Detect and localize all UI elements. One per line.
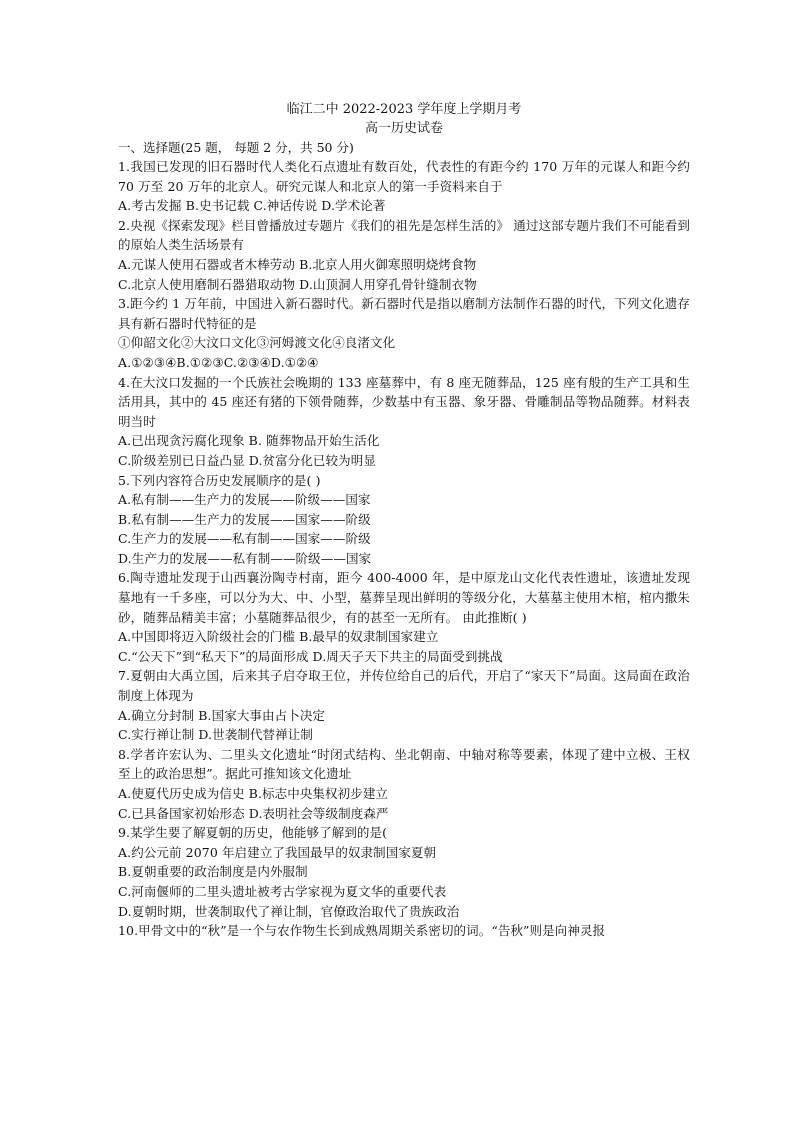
question-9: [118, 823, 690, 921]
question-stem: 9.某学生要了解夏朝的历史，他能够了解到的是(: [118, 825, 388, 841]
question-option-c: C.河南偃师的二里头遗址被考古学家视为夏文华的重要代表: [118, 883, 447, 899]
section-heading: 一、选择题(25 题， 每题 2 分，共 50 分): [118, 140, 354, 155]
question-options: C.“公天下”到“私天下”的局面形成 D.周天子天下共主的局面受到挑战: [118, 648, 503, 664]
exam-title: 临江二中 2022-2023 学年度上学期月考: [286, 102, 522, 117]
question-10: [118, 921, 690, 941]
question-6: [118, 568, 690, 666]
question-option-a: A.私有制——生产力的发展——阶级——国家: [118, 492, 371, 508]
question-option-c: C.生产力的发展——私有制——国家——阶级: [118, 531, 371, 547]
question-stem: 2.央视《探索发现》栏目曾播放过专题片《我们的祖先是怎样生活的》 通过这部专题片我们不可能看到的原始人类生活场景有: [118, 217, 690, 253]
question-options: C.阶级差别已日益凸显 D.贫富分化已较为明显: [118, 452, 376, 468]
question-option-d: D.夏朝时期，世袭制取代了禅让制，官僚政治取代了贵族政治: [118, 903, 460, 919]
exam-subtitle: 高一历史试卷: [364, 121, 443, 136]
question-option-a: A.约公元前 2070 年启建立了我国最早的奴隶制国家夏朝: [118, 844, 437, 860]
question-stem: 8.学者许宏认为、二里头文化遗址“时闭式结构、坐北朝南、中轴对称等要素，体现了建中立极、王权至上的政治思想”。据此可推知该文化遗址: [118, 746, 690, 782]
question-1: [118, 157, 695, 216]
question-stem: 6.陶寺遗址发现于山西襄汾陶寺村南，距今 400-4000 年，是中原龙山文化代表性遗址，该遗址发现墓地有一千多座，可以分为大、中、小型，墓葬呈现出鲜明的等级分化，大墓墓主使用木棺，棺内撒朱砂，随葬品精美丰富；小墓随葬品很少，有的甚至一无所有。 由此推断( ): [118, 570, 690, 625]
question-4: [118, 373, 690, 471]
question-stem: 7.夏朝由大禹立国，后来其子启夺取王位，并传位给自己的后代，开启了“家天下”局面。这局面在政治制度上体现为: [118, 668, 690, 704]
question-8: [118, 745, 690, 823]
question-material: ①仰韶文化②大汶口文化③河姆渡文化④良渚文化: [118, 335, 396, 351]
question-stem: 10.甲骨文中的“秋”是一个与农作物生长到成熟周期关系密切的词。“告秋”则是向神灵报: [118, 923, 606, 939]
question-options: A.确立分封制 B.国家大事由占卜决定: [118, 707, 326, 723]
question-option-d: D.生产力的发展——私有制——阶级——国家: [118, 550, 372, 566]
question-options: C.已具备国家初始形态 D.表明社会等级制度森严: [118, 805, 389, 821]
question-option-b: B.私有制——生产力的发展——国家——阶级: [118, 511, 371, 527]
question-options: C.北京人使用磨制石器猎取动物 D.山顶洞人用穿孔骨针缝制衣物: [118, 276, 477, 292]
question-options: A.中国即将迈入阶级社会的门槛 B.最早的奴隶制国家建立: [118, 629, 439, 645]
exam-page: [118, 100, 695, 941]
question-option-b: B.夏朝重要的政治制度是内外服制: [118, 864, 308, 880]
question-options: A.使夏代历史成为信史 B.标志中央集权初步建立: [118, 786, 389, 801]
question-options: A.已出现贪污腐化现象 B. 随葬物品开始生活化: [118, 433, 380, 449]
question-options: A.①②③④B.①②③C.②③④D.①②④: [118, 354, 319, 370]
question-2: [118, 216, 690, 294]
question-options: C.实行禅让制 D.世袭制代替禅让制: [118, 727, 313, 743]
question-stem: 3.距今约 1 万年前，中国进入新石器时代。新石器时代是指以磨制方法制作石器的时代，下列文化遗存具有新石器时代特征的是: [118, 296, 690, 331]
question-options: A.元谋人使用石器或者木棒劳动 B.北京人用火御寒照明烧烤食物: [118, 256, 477, 272]
question-stem: 4.在大汶口发掘的一个氏族社会晚期的 133 座墓葬中，有 8 座无随葬品，125 座有般的生产工具和生活用具，其中的 45 座还有猪的下领骨随葬，少数基中有玉器、象牙器、骨雕制品等物品随葬。材料表明当时: [118, 374, 690, 429]
question-7: [118, 666, 690, 744]
question-stem: 1.我国已发现的旧石器时代人类化石点遗址有数百处，代表性的有距今约 170 万年的元谋人和距今约 70 万至 20 万年的北京人。研究元谋人和北京人的第一手资料来自于: [118, 159, 695, 194]
question-5: [118, 471, 690, 569]
question-options: A.考古发掘 B.史书记载 C.神话传说 D.学术论著: [118, 198, 386, 214]
question-stem: 5.下列内容符合历史发展顺序的是( ): [118, 472, 321, 488]
question-3: [118, 294, 690, 372]
